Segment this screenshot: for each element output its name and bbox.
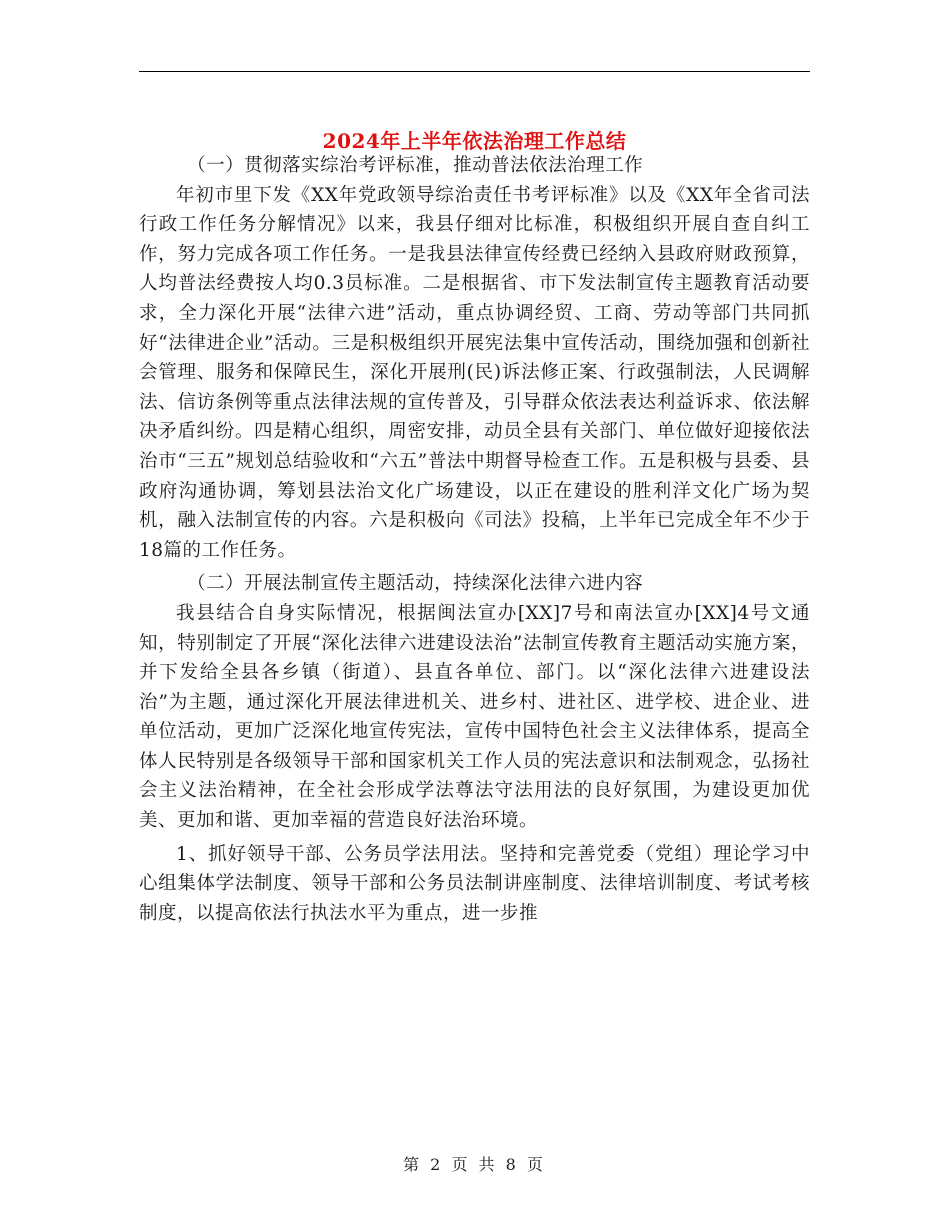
page-number: 第 2 页 共 8 页 xyxy=(403,1155,546,1174)
section-heading-1: （一）贯彻落实综治考评标准，推动普法依法治理工作 xyxy=(187,155,644,176)
header-rule xyxy=(139,71,810,72)
body-paragraph-1: 年初市里下发《XX年党政领导综治责任书考评标准》以及《XX年全省司法行政工作任务分解情况》以来，我县仔细对比标准，积极组织开展自查自纠工作，努力完成各项工作任务。一是我县法律宣传经费已经纳入县政府财政预算，人均普法经费按人均0.3员标准。二是根据省、市下发法制宣传主题教育活动要求，全力深化开展“法律六进”活动，重点协调经贸、工商、劳动等部门共同抓好“法律进企业”活动。三是积极组织开展宪法集中宣传活动，围绕加强和创新社会管理、服务和保障民生，深化开展刑(民)诉法修正案、行政强制法，人民调解法、信访条例等重点法律法规的宣传普及，引导群众依法表达利益诉求、依法解决矛盾纠纷。四是精心组织，周密安排，动员全县有关部门、单位做好迎接依法治市“三五”规划总结验收和“六五”普法中期督导检查工作。五是积极与县委、县政府沟通协调，筹划县法治文化广场建设，以正在建设的胜利洋文化广场为契机，融入法制宣传的内容。六是积极向《司法》投稿，上半年已完成全年不少于18篇的工作任务。 xyxy=(139,184,810,561)
document-body xyxy=(139,151,810,932)
body-paragraph-2: 我县结合自身实际情况，根据闽法宣办[XX]7号和南法宣办[XX]4号文通知，特别制定了开展“深化法律六进建设法治”法制宣传教育主题活动实施方案，并下发给全县各乡镇（街道）、县直各单位、部门。以“深化法律六进建设法治”为主题，通过深化开展法律进机关、进乡村、进社区、进学校、进企业、进单位活动，更加广泛深化地宣传宪法，宣传中国特色社会主义法律体系，提高全体人民特别是各级领导干部和国家机关工作人员的宪法意识和法制观念，弘扬社会主义法治精神，在全社会形成学法尊法守法用法的良好氛围，为建设更加优美、更加和谐、更加幸福的营造良好法治环境。 xyxy=(139,602,810,832)
body-paragraph-3: 1、抓好领导干部、公务员学法用法。坚持和完善党委（党组）理论学习中心组集体学法制度、领导干部和公务员法制讲座制度、法律培训制度、考试考核制度，以提高依法行执法水平为重点，进一步推 xyxy=(139,843,810,924)
section-heading-2: （二）开展法制宣传主题活动，持续深化法律六进内容 xyxy=(187,573,644,595)
document-title: 2024年上半年依法治理工作总结 xyxy=(322,129,627,154)
